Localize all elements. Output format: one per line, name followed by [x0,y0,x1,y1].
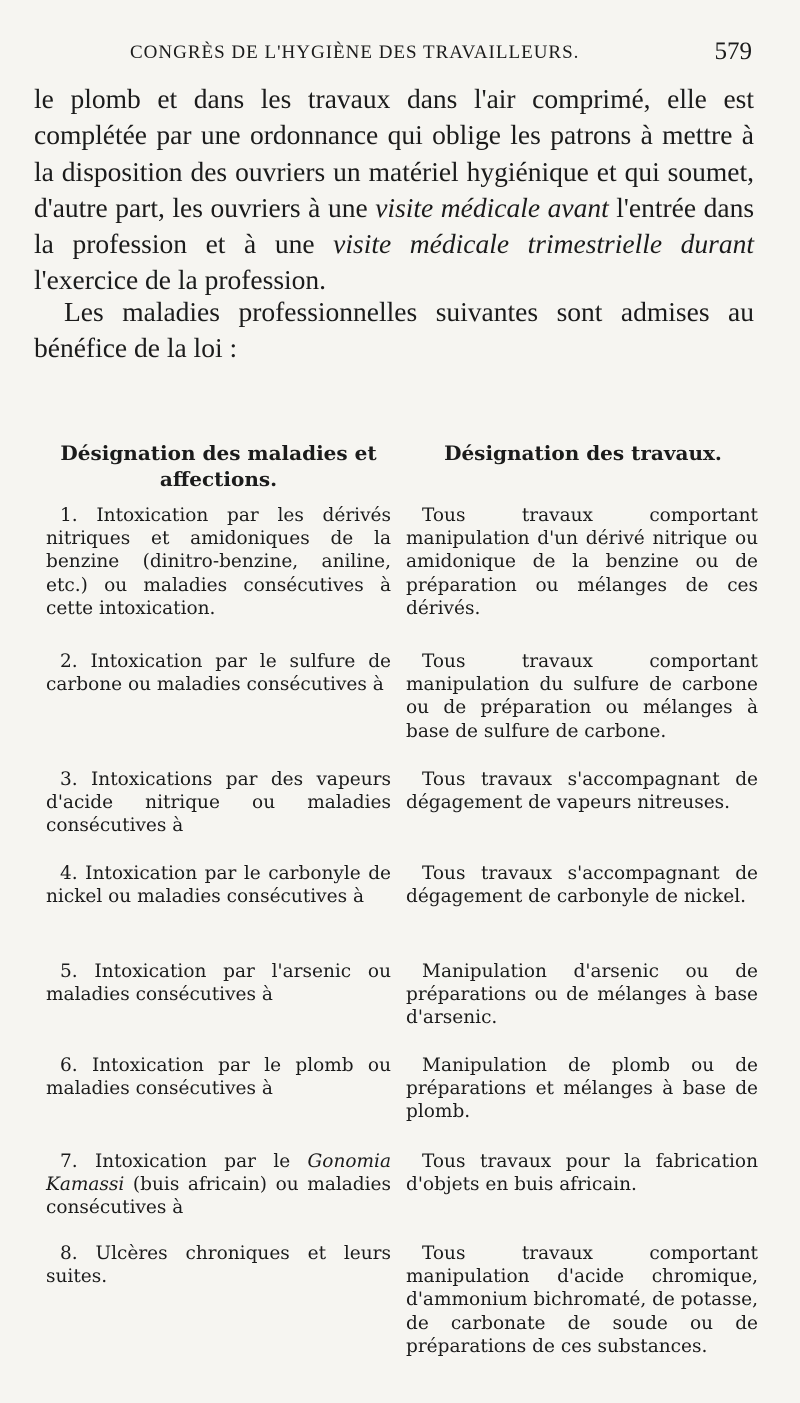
disease-cell [46,1150,391,1220]
work-cell: Tous travaux comportant manipulation du sulfure de carbone ou de préparation ou mélanges à base de sulfure de carbone. [406,651,758,742]
column-header-diseases: Désignation des maladies et affections. [60,441,377,491]
running-head [0,38,800,70]
intro-text: l'exercice de la profession. [34,264,327,296]
page-number: 579 [714,38,752,65]
work-cell: Tous travaux comportant manipulation d'un dérivé nitrique ou amidonique de la benzine ou de préparation ou mélanges de ces dérivés. [406,505,758,619]
species-name: Gonomia Kamassi [46,1151,391,1196]
work-cell: Tous travaux pour la fabrication d'objets en buis africain. [406,1151,758,1196]
disease-cell: 3. Intoxications par des vapeurs d'acide nitrique ou maladies consécutives à [46,769,391,837]
disease-cell: 5. Intoxication par l'arsenic ou maladies consécutives à [46,961,391,1006]
intro-paragraph-2 [34,294,754,367]
work-cell: Manipulation de plomb ou de préparations et mélanges à base de plomb. [406,1055,758,1123]
work-cell: Tous travaux comportant manipulation d'acide chromique, d'ammonium bichromaté, de potasse, de carbonate de soude ou de préparations de ces substances. [406,1243,759,1357]
disease-cell: 6. Intoxication par le plomb ou maladies consécutives à [46,1055,391,1100]
disease-cell: 4. Intoxication par le carbonyle de nickel ou maladies consécutives à [46,863,391,908]
intro-text: le plomb et dans les travaux dans l'air comprimé, elle est complétée par une ordonnance qui oblige les patrons à mettre à la disposition des ouvriers un matériel hygiénique et qui soumet, d'autre part, les ouvriers à une [34,83,754,223]
disease-cell: 1. Intoxication par les dérivés nitriques et amidoniques de la benzine (dinitro-benzine, aniline, etc.) ou maladies consécutives à cette intoxication. [46,505,391,619]
disease-cell: 2. Intoxication par le sulfure de carbone ou maladies consécutives à [46,651,391,696]
intro-text: l'entrée dans la profession et à une [34,191,755,260]
work-cell: Tous travaux s'accompagnant de dégagement de vapeurs nitreuses. [406,769,758,814]
running-title: CONGRÈS DE L'HYGIÈNE DES TRAVAILLEURS. [130,42,580,63]
intro-text: Les maladies professionnelles suivantes sont admises au bénéfice de la loi : [34,296,754,364]
work-cell: Manipulation d'arsenic ou de préparations ou de mélanges à base d'arsenic. [406,961,758,1029]
intro-emphasis: visite médicale avant [375,191,609,223]
disease-cell: 8. Ulcères chroniques et leurs suites. [46,1243,391,1288]
intro-emphasis: visite médicale trimestrielle durant [333,228,755,260]
disease-text: 7. Intoxication par le [60,1151,308,1172]
intro-paragraph-1 [34,81,754,299]
disease-text: (buis africain) ou maladies consécutives à [46,1174,391,1219]
work-cell: Tous travaux s'accompagnant de dégagement de carbonyle de nickel. [406,863,758,908]
column-header-works: Désignation des travaux. [444,441,722,465]
